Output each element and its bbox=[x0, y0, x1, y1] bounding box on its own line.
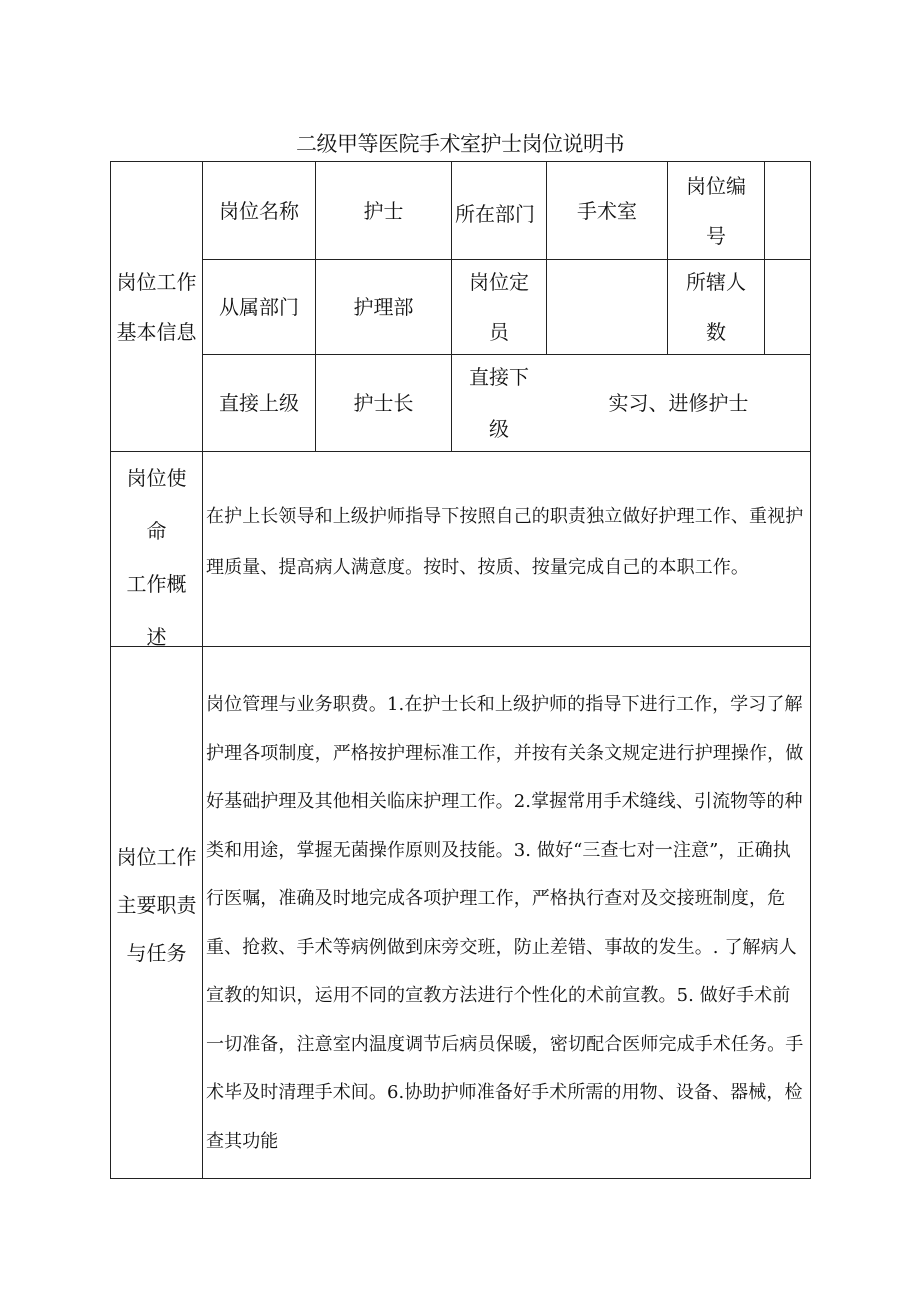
department-label: 所在部门 bbox=[455, 202, 535, 226]
basic-info-label-line2: 基本信息 bbox=[116, 319, 197, 344]
mission-label-line2: 命 bbox=[146, 519, 167, 543]
position-name-value: 护士 bbox=[363, 198, 404, 223]
subordinate-count-label-line2: 数 bbox=[706, 320, 726, 344]
direct-subordinate-label bbox=[452, 355, 546, 451]
direct-superior-label: 直接上级 bbox=[219, 391, 299, 415]
duties-label-line2: 主要职责 bbox=[116, 893, 197, 917]
mission-text: 在护上长领导和上级护师指导下按照自己的职责独立做好护理工作、重视护理质量、提高病人满意度。按时、按质、按量完成自己的本职工作。 bbox=[206, 506, 804, 578]
mission-label-line4: 述 bbox=[146, 625, 167, 646]
parent-department-value: 护理部 bbox=[353, 295, 414, 319]
subordinate-count-label bbox=[668, 260, 764, 354]
position-number-label bbox=[668, 162, 764, 259]
position-number-label-line2: 号 bbox=[706, 223, 726, 248]
mission-label bbox=[111, 452, 202, 646]
position-name-label: 岗位名称 bbox=[219, 198, 299, 223]
staffing-label-line2: 员 bbox=[489, 320, 509, 344]
duties-text: 岗位管理与业务职费。1.在护士长和上级护师的指导下进行工作，学习了解护理各项制度，严格按护理标准工作，并按有关条文规定进行护理操作，做好基础护理及其他相关临床护理工作。2.掌握常用手术缝线、引流物等的种类和用途，掌握无菌操作原则及技能。3. 做好“三查七对一注意”，正确执行医嘱，准确及时地完成各项护理工作，严格执行查对及交接班制度，危重、抢救、手术等病例做到床旁交班，防止差错、事故的发生。. 了解病人宣教的知识，运用不同的宣教方法进行个性化的术前宣教。5. 做好手术前一切准备，注意室内温度调节后病员保暖，密切配合医师完成手术任务。手术毕及时清理手术间。6.协助护师准备好手术所需的用物、设备、器械，检查其功能 bbox=[206, 694, 804, 1152]
direct-subordinate-value: 实习、进修护士 bbox=[608, 391, 749, 415]
staffing-label-line1: 岗位定 bbox=[469, 270, 529, 294]
department-value: 手术室 bbox=[577, 198, 637, 223]
subordinate-count-label-line1: 所辖人 bbox=[686, 270, 746, 294]
staffing-value bbox=[547, 260, 667, 354]
direct-subordinate-label-line2: 级 bbox=[489, 417, 509, 441]
basic-info-label-line1: 岗位工作 bbox=[116, 269, 197, 294]
duties-label-line3: 与任务 bbox=[126, 941, 187, 965]
duties-label-line1: 岗位工作 bbox=[116, 845, 197, 869]
basic-info-section-label bbox=[111, 162, 202, 451]
mission-label-line3: 工作概 bbox=[126, 572, 187, 596]
document-title: 二级甲等医院手术室护士岗位说明书 bbox=[296, 132, 624, 156]
parent-department-label: 从属部门 bbox=[219, 295, 299, 319]
position-number-label-line1: 岗位编 bbox=[686, 173, 746, 198]
direct-superior-value: 护士长 bbox=[353, 391, 414, 415]
subordinate-count-value bbox=[765, 260, 810, 354]
duties-label bbox=[111, 830, 202, 980]
direct-subordinate-label-line1: 直接下 bbox=[469, 365, 529, 389]
staffing-label bbox=[452, 260, 546, 354]
position-number-value bbox=[765, 162, 810, 259]
mission-label-line1: 岗位使 bbox=[126, 466, 187, 490]
